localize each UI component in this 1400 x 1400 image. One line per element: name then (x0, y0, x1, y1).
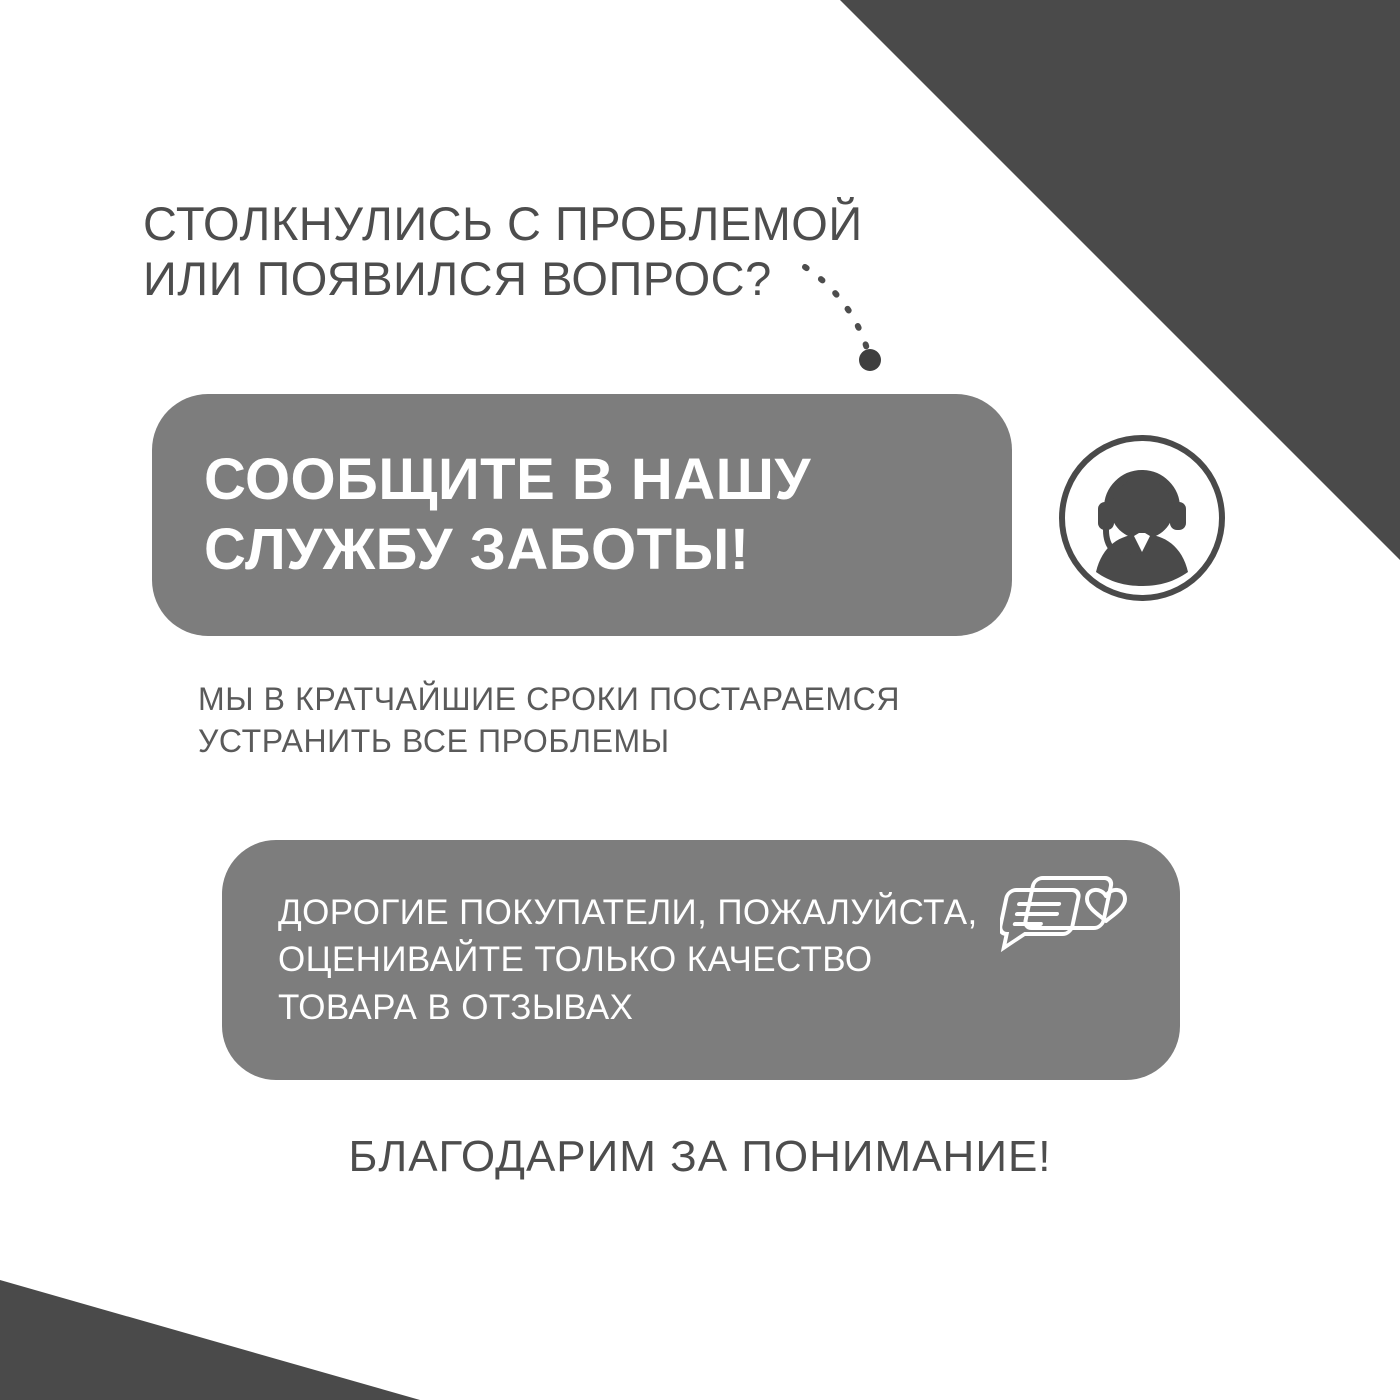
decorative-corner-bottom-left (0, 1280, 420, 1400)
dotted-arrow-icon (800, 262, 920, 382)
footer-thanks-text: БЛАГОДАРИМ ЗА ПОНИМАНИЕ! (348, 1132, 1052, 1181)
headline-text: СТОЛКНУЛИСЬ С ПРОБЛЕМОЙ ИЛИ ПОЯВИЛСЯ ВОПРОС? (143, 197, 863, 306)
subtext-paragraph: МЫ В КРАТЧАЙШИЕ СРОКИ ПОСТАРАЕМСЯ УСТРАНИТЬ ВСЕ ПРОБЛЕМЫ (198, 681, 901, 760)
main-callout-text: СООБЩИТЕ В НАШУ СЛУЖБУ ЗАБОТЫ! (204, 447, 812, 582)
support-agent-headset-icon (1056, 432, 1228, 604)
review-request-text: ДОРОГИЕ ПОКУПАТЕЛИ, ПОЖАЛУЙСТА, ОЦЕНИВАЙТЕ ТОЛЬКО КАЧЕСТВО ТОВАРА В ОТЗЫВАХ (278, 892, 978, 1027)
review-heart-icon (1000, 862, 1130, 962)
main-callout-pill (152, 394, 1012, 636)
